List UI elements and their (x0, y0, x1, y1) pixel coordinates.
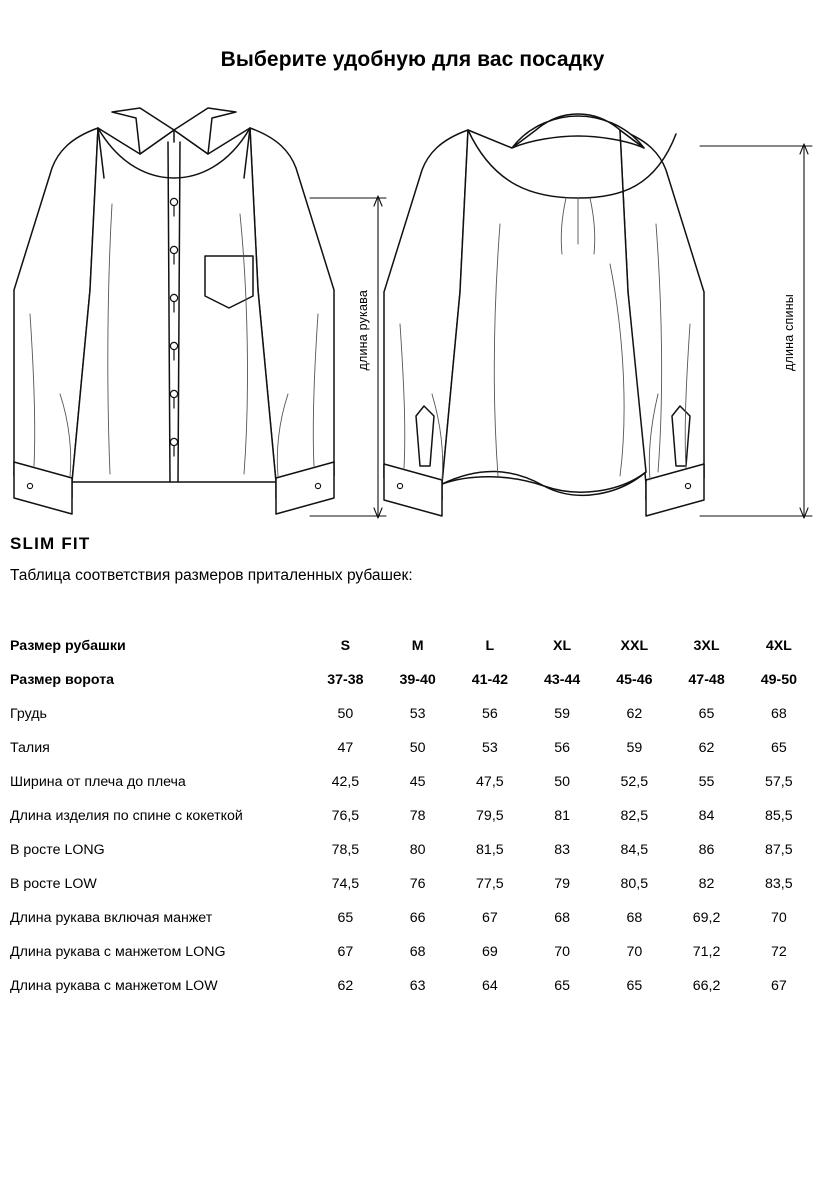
row-value: 86 (698, 842, 715, 858)
row-value: 66 (409, 910, 426, 926)
row-value: 50 (409, 740, 426, 756)
row-value: 64 (481, 978, 498, 994)
row-value: 84 (698, 808, 715, 824)
page-title: Выберите удобную для вас посадку (220, 48, 605, 71)
row-value: 82,5 (620, 808, 649, 824)
row-value: 82 (698, 876, 715, 892)
row-value: 77,5 (476, 876, 504, 892)
row-value: 39-40 (399, 672, 436, 688)
row-value: 68 (626, 910, 643, 926)
table-row (10, 935, 815, 969)
column-header-3xl: 3XL (693, 638, 720, 654)
row-value: 65 (337, 910, 354, 926)
table-row (10, 833, 815, 867)
table-row (10, 663, 815, 697)
row-value: 85,5 (765, 808, 793, 824)
column-header-s: S (340, 638, 351, 654)
row-value: 50 (554, 774, 570, 790)
table-row (10, 697, 815, 731)
size-chart-table (10, 629, 815, 1003)
row-label: Длина рукава с манжетом LONG (10, 944, 226, 960)
row-value: 59 (554, 706, 570, 722)
row-value: 53 (481, 740, 498, 756)
fit-subtitle: Таблица соответствия размеров приталенных рубашек: (10, 567, 413, 584)
row-value: 59 (626, 740, 643, 756)
row-value: 83 (554, 842, 570, 858)
row-value: 65 (770, 740, 787, 756)
row-value: 57,5 (765, 774, 793, 790)
column-header-xxl: XXL (620, 638, 649, 654)
row-value: 65 (698, 706, 715, 722)
row-value: 80 (409, 842, 426, 858)
row-value: 50 (337, 706, 354, 722)
row-label: Размер ворота (10, 672, 115, 688)
row-value: 62 (337, 978, 354, 994)
row-value: 67 (337, 944, 354, 960)
row-value: 68 (409, 944, 426, 960)
row-value: 67 (481, 910, 498, 926)
shirt-front-detail (0, 94, 825, 534)
row-label: В росте LOW (10, 876, 97, 892)
column-header-4xl: 4XL (765, 638, 792, 654)
row-value: 42,5 (331, 774, 360, 790)
row-value: 71,2 (692, 944, 721, 960)
table-row (10, 799, 815, 833)
row-value: 62 (698, 740, 715, 756)
row-value: 62 (626, 706, 643, 722)
table-row (10, 867, 815, 901)
row-value: 70 (626, 944, 643, 960)
row-value: 83,5 (765, 876, 793, 892)
column-header-l: L (485, 638, 495, 654)
row-label: Длина рукава включая манжет (10, 910, 213, 926)
row-value: 56 (481, 706, 498, 722)
row-label: Грудь (10, 706, 47, 722)
row-value: 69,2 (692, 910, 721, 926)
row-value: 78,5 (331, 842, 360, 858)
row-value: 55 (698, 774, 715, 790)
row-value: 45-46 (616, 672, 653, 688)
row-value: 81,5 (476, 842, 504, 858)
row-value: 81 (554, 808, 570, 824)
row-value: 74,5 (331, 876, 360, 892)
row-value: 47 (337, 740, 354, 756)
row-value: 56 (554, 740, 570, 756)
row-label: Талия (10, 740, 50, 756)
fit-name: SLIM FIT (10, 534, 91, 553)
table-row (10, 969, 815, 1003)
row-value: 52,5 (620, 774, 649, 790)
shirt-diagrams (0, 94, 825, 534)
row-value: 37-38 (327, 672, 364, 688)
row-value: 70 (770, 910, 787, 926)
sleeve-length-label: длина рукава (356, 290, 370, 371)
row-label: Длина рукава с манжетом LOW (10, 978, 218, 994)
back-length-label: длина спины (782, 294, 796, 371)
column-header-label: Размер рубашки (10, 638, 126, 654)
row-value: 80,5 (620, 876, 649, 892)
row-value: 65 (626, 978, 643, 994)
table-row (10, 765, 815, 799)
row-value: 79 (554, 876, 570, 892)
row-value: 66,2 (692, 978, 721, 994)
row-value: 70 (554, 944, 570, 960)
row-value: 45 (409, 774, 426, 790)
row-value: 78 (409, 808, 426, 824)
row-value: 47,5 (476, 774, 504, 790)
row-value: 68 (554, 910, 570, 926)
row-value: 43-44 (543, 672, 581, 688)
table-row (10, 901, 815, 935)
row-value: 63 (409, 978, 426, 994)
row-label: В росте LONG (10, 842, 105, 858)
row-value: 65 (554, 978, 570, 994)
row-label: Ширина от плеча до плеча (10, 774, 186, 790)
table-header-row (10, 629, 815, 663)
row-value: 67 (770, 978, 787, 994)
row-value: 84,5 (620, 842, 649, 858)
column-header-xl: XL (553, 638, 572, 654)
row-value: 72 (770, 944, 787, 960)
row-value: 49-50 (760, 672, 797, 688)
row-value: 87,5 (765, 842, 793, 858)
row-value: 68 (770, 706, 787, 722)
table-row (10, 731, 815, 765)
row-value: 53 (409, 706, 426, 722)
size-illustration (0, 94, 825, 534)
row-value: 79,5 (476, 808, 504, 824)
row-label: Длина изделия по спине с кокеткой (10, 808, 243, 824)
row-value: 41-42 (471, 672, 509, 688)
row-value: 69 (481, 944, 498, 960)
column-header-m: M (411, 638, 424, 654)
row-value: 47-48 (688, 672, 725, 688)
row-value: 76,5 (331, 808, 360, 824)
row-value: 76 (409, 876, 426, 892)
